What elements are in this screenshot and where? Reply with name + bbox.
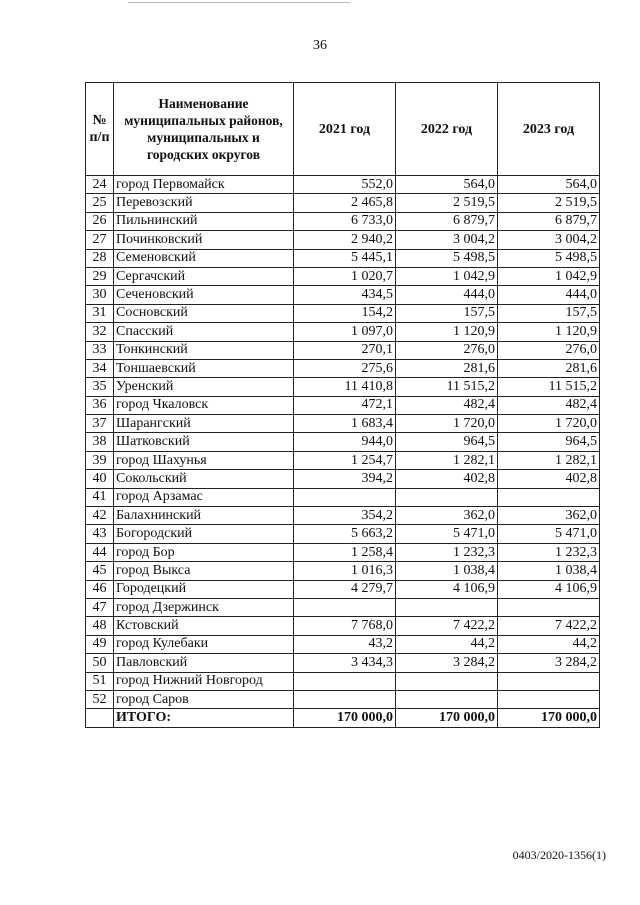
value-2022: 1 038,4 xyxy=(396,562,498,580)
value-2021: 944,0 xyxy=(294,433,396,451)
row-number: 25 xyxy=(86,194,114,212)
municipality-name: город Выкса xyxy=(114,562,294,580)
value-2021: 1 683,4 xyxy=(294,415,396,433)
row-number: 42 xyxy=(86,507,114,525)
value-2021: 6 733,0 xyxy=(294,212,396,230)
value-2021: 1 016,3 xyxy=(294,562,396,580)
value-2022: 276,0 xyxy=(396,341,498,359)
value-2022: 157,5 xyxy=(396,304,498,322)
value-2023: 964,5 xyxy=(498,433,600,451)
value-2022: 402,8 xyxy=(396,470,498,488)
value-2023: 157,5 xyxy=(498,304,600,322)
municipality-name: город Шахунья xyxy=(114,451,294,469)
table-row xyxy=(86,359,600,377)
header-2021: 2021 год xyxy=(294,83,396,176)
value-2021: 11 410,8 xyxy=(294,378,396,396)
value-2023: 564,0 xyxy=(498,176,600,194)
table-row xyxy=(86,635,600,653)
municipality-name: Павловский xyxy=(114,654,294,672)
value-2022: 362,0 xyxy=(396,507,498,525)
value-2021: 3 434,3 xyxy=(294,654,396,672)
table-row xyxy=(86,543,600,561)
value-2022: 1 042,9 xyxy=(396,267,498,285)
value-2022: 564,0 xyxy=(396,176,498,194)
municipality-name: Городецкий xyxy=(114,580,294,598)
table-row xyxy=(86,654,600,672)
row-number: 44 xyxy=(86,543,114,561)
value-2023 xyxy=(498,598,600,616)
municipality-name: город Арзамас xyxy=(114,488,294,506)
table-row xyxy=(86,415,600,433)
table-row xyxy=(86,231,600,249)
total-2022: 170 000,0 xyxy=(396,709,498,727)
row-number: 39 xyxy=(86,451,114,469)
table-row xyxy=(86,396,600,414)
table-row xyxy=(86,525,600,543)
municipality-name: город Кулебаки xyxy=(114,635,294,653)
value-2021: 2 940,2 xyxy=(294,231,396,249)
table-row xyxy=(86,212,600,230)
row-number: 46 xyxy=(86,580,114,598)
value-2021: 1 020,7 xyxy=(294,267,396,285)
value-2023: 1 038,4 xyxy=(498,562,600,580)
header-number: № п/п xyxy=(86,83,114,176)
value-2023 xyxy=(498,690,600,708)
top-rule xyxy=(128,2,350,3)
value-2021: 1 254,7 xyxy=(294,451,396,469)
row-number: 40 xyxy=(86,470,114,488)
value-2023: 281,6 xyxy=(498,359,600,377)
value-2021: 354,2 xyxy=(294,507,396,525)
row-number: 28 xyxy=(86,249,114,267)
value-2023: 6 879,7 xyxy=(498,212,600,230)
total-2021: 170 000,0 xyxy=(294,709,396,727)
row-number: 51 xyxy=(86,672,114,690)
table-row xyxy=(86,470,600,488)
value-2021: 5 445,1 xyxy=(294,249,396,267)
table-row xyxy=(86,194,600,212)
value-2021: 154,2 xyxy=(294,304,396,322)
value-2021: 1 097,0 xyxy=(294,323,396,341)
value-2023: 362,0 xyxy=(498,507,600,525)
total-number-cell xyxy=(86,709,114,727)
budget-table xyxy=(85,82,600,728)
table-row xyxy=(86,488,600,506)
table-row xyxy=(86,507,600,525)
value-2022: 3 284,2 xyxy=(396,654,498,672)
value-2021: 2 465,8 xyxy=(294,194,396,212)
value-2022: 1 282,1 xyxy=(396,451,498,469)
row-number: 29 xyxy=(86,267,114,285)
value-2023: 444,0 xyxy=(498,286,600,304)
row-number: 50 xyxy=(86,654,114,672)
municipality-name: Богородский xyxy=(114,525,294,543)
row-number: 24 xyxy=(86,176,114,194)
municipality-name: Пильнинский xyxy=(114,212,294,230)
value-2023: 1 120,9 xyxy=(498,323,600,341)
value-2021 xyxy=(294,672,396,690)
row-number: 34 xyxy=(86,359,114,377)
table-body xyxy=(86,176,600,709)
value-2022: 5 498,5 xyxy=(396,249,498,267)
municipality-name: Починковский xyxy=(114,231,294,249)
value-2022 xyxy=(396,690,498,708)
value-2023: 1 282,1 xyxy=(498,451,600,469)
value-2022: 3 004,2 xyxy=(396,231,498,249)
value-2022 xyxy=(396,672,498,690)
total-row xyxy=(86,709,600,727)
table-row xyxy=(86,451,600,469)
municipality-name: Сосновский xyxy=(114,304,294,322)
municipality-name: Спасский xyxy=(114,323,294,341)
page-number: 36 xyxy=(313,38,327,53)
value-2021: 552,0 xyxy=(294,176,396,194)
value-2022: 6 879,7 xyxy=(396,212,498,230)
table-row xyxy=(86,690,600,708)
value-2022: 1 232,3 xyxy=(396,543,498,561)
value-2023: 3 284,2 xyxy=(498,654,600,672)
table-header-row xyxy=(86,83,600,176)
header-2022: 2022 год xyxy=(396,83,498,176)
table-row xyxy=(86,304,600,322)
municipality-name: Тонкинский xyxy=(114,341,294,359)
municipality-name: Сокольский xyxy=(114,470,294,488)
value-2023: 3 004,2 xyxy=(498,231,600,249)
table-row xyxy=(86,341,600,359)
row-number: 43 xyxy=(86,525,114,543)
value-2021: 7 768,0 xyxy=(294,617,396,635)
municipality-name: город Бор xyxy=(114,543,294,561)
value-2022 xyxy=(396,598,498,616)
value-2022: 281,6 xyxy=(396,359,498,377)
municipality-name: Шатковский xyxy=(114,433,294,451)
value-2023: 276,0 xyxy=(498,341,600,359)
value-2021: 270,1 xyxy=(294,341,396,359)
value-2022: 444,0 xyxy=(396,286,498,304)
value-2022: 7 422,2 xyxy=(396,617,498,635)
value-2022: 1 720,0 xyxy=(396,415,498,433)
row-number: 32 xyxy=(86,323,114,341)
value-2023: 44,2 xyxy=(498,635,600,653)
row-number: 41 xyxy=(86,488,114,506)
municipality-name: город Первомайск xyxy=(114,176,294,194)
value-2022: 4 106,9 xyxy=(396,580,498,598)
table-row xyxy=(86,378,600,396)
value-2021: 43,2 xyxy=(294,635,396,653)
table-row xyxy=(86,617,600,635)
document-code: 0403/2020-1356(1) xyxy=(512,848,606,862)
table-row xyxy=(86,580,600,598)
total-label: ИТОГО: xyxy=(114,709,294,727)
municipality-name: город Нижний Новгород xyxy=(114,672,294,690)
row-number: 27 xyxy=(86,231,114,249)
municipality-name: Балахнинский xyxy=(114,507,294,525)
row-number: 38 xyxy=(86,433,114,451)
row-number: 35 xyxy=(86,378,114,396)
header-name: Наименование муниципальных районов, муниципальных и городских округов xyxy=(114,83,294,176)
table-row xyxy=(86,249,600,267)
value-2023: 11 515,2 xyxy=(498,378,600,396)
value-2021 xyxy=(294,598,396,616)
municipality-name: Тоншаевский xyxy=(114,359,294,377)
value-2021: 472,1 xyxy=(294,396,396,414)
municipality-name: город Дзержинск xyxy=(114,598,294,616)
table-row xyxy=(86,176,600,194)
value-2022: 964,5 xyxy=(396,433,498,451)
municipality-name: Шарангский xyxy=(114,415,294,433)
value-2021: 5 663,2 xyxy=(294,525,396,543)
table-row xyxy=(86,598,600,616)
row-number: 31 xyxy=(86,304,114,322)
value-2022: 11 515,2 xyxy=(396,378,498,396)
header-2023: 2023 год xyxy=(498,83,600,176)
row-number: 37 xyxy=(86,415,114,433)
row-number: 47 xyxy=(86,598,114,616)
value-2021: 394,2 xyxy=(294,470,396,488)
value-2023: 7 422,2 xyxy=(498,617,600,635)
municipality-name: Кстовский xyxy=(114,617,294,635)
value-2022: 482,4 xyxy=(396,396,498,414)
value-2023: 5 498,5 xyxy=(498,249,600,267)
value-2023 xyxy=(498,488,600,506)
value-2023: 1 042,9 xyxy=(498,267,600,285)
row-number: 33 xyxy=(86,341,114,359)
municipality-name: Семеновский xyxy=(114,249,294,267)
value-2022: 5 471,0 xyxy=(396,525,498,543)
value-2021 xyxy=(294,488,396,506)
table-row xyxy=(86,562,600,580)
value-2023: 402,8 xyxy=(498,470,600,488)
value-2021: 434,5 xyxy=(294,286,396,304)
row-number: 26 xyxy=(86,212,114,230)
value-2021: 4 279,7 xyxy=(294,580,396,598)
value-2023: 1 720,0 xyxy=(498,415,600,433)
table-row xyxy=(86,433,600,451)
table-row xyxy=(86,323,600,341)
row-number: 36 xyxy=(86,396,114,414)
value-2023: 2 519,5 xyxy=(498,194,600,212)
value-2023: 482,4 xyxy=(498,396,600,414)
value-2021: 275,6 xyxy=(294,359,396,377)
value-2021 xyxy=(294,690,396,708)
municipality-name: Перевозский xyxy=(114,194,294,212)
value-2023: 1 232,3 xyxy=(498,543,600,561)
row-number: 30 xyxy=(86,286,114,304)
municipality-name: Уренский xyxy=(114,378,294,396)
row-number: 49 xyxy=(86,635,114,653)
value-2021: 1 258,4 xyxy=(294,543,396,561)
value-2023: 4 106,9 xyxy=(498,580,600,598)
municipality-name: Сеченовский xyxy=(114,286,294,304)
value-2023: 5 471,0 xyxy=(498,525,600,543)
municipality-name: город Саров xyxy=(114,690,294,708)
table-row xyxy=(86,672,600,690)
value-2022: 44,2 xyxy=(396,635,498,653)
value-2022: 2 519,5 xyxy=(396,194,498,212)
table-row xyxy=(86,286,600,304)
total-2023: 170 000,0 xyxy=(498,709,600,727)
municipality-name: город Чкаловск xyxy=(114,396,294,414)
value-2022: 1 120,9 xyxy=(396,323,498,341)
row-number: 52 xyxy=(86,690,114,708)
row-number: 45 xyxy=(86,562,114,580)
municipality-name: Сергачский xyxy=(114,267,294,285)
value-2022 xyxy=(396,488,498,506)
table-row xyxy=(86,267,600,285)
value-2023 xyxy=(498,672,600,690)
row-number: 48 xyxy=(86,617,114,635)
